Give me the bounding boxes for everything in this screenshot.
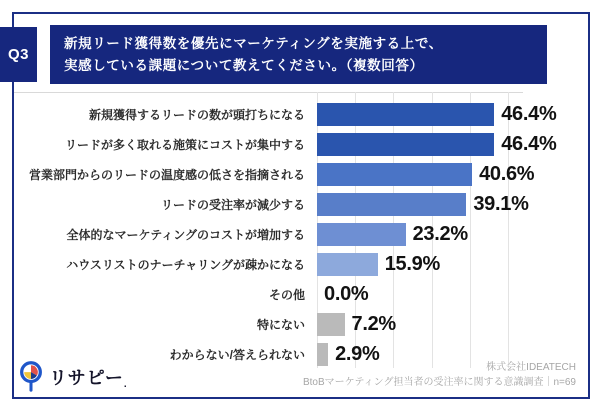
risapi-logo bbox=[18, 360, 127, 394]
plot-top-border bbox=[14, 92, 523, 93]
company-name: 株式会社IDEATECH bbox=[486, 362, 576, 373]
chart-row bbox=[0, 189, 600, 219]
category-label: わからない/答えられない bbox=[169, 347, 305, 362]
category-label: その他 bbox=[268, 287, 305, 302]
value-bar bbox=[317, 313, 345, 336]
category-label: リードの受注率が減少する bbox=[160, 197, 305, 212]
value-label: 39.1% bbox=[473, 192, 529, 215]
value-label: 2.9% bbox=[335, 342, 380, 365]
value-bar bbox=[317, 253, 378, 276]
value-label: 7.2% bbox=[351, 312, 396, 335]
logo-text-dot: . bbox=[123, 379, 127, 390]
category-label: 特にない bbox=[256, 317, 305, 332]
chart-row bbox=[0, 219, 600, 249]
value-bar bbox=[317, 193, 466, 216]
survey-credit bbox=[303, 361, 576, 390]
chart-row bbox=[0, 129, 600, 159]
category-label: ハウスリストのナーチャリングが疎かになる bbox=[66, 257, 305, 272]
value-label: 0.0% bbox=[324, 282, 369, 305]
value-label: 23.2% bbox=[412, 222, 468, 245]
value-label: 46.4% bbox=[501, 102, 557, 125]
magnifier-pie-icon bbox=[18, 360, 44, 394]
value-bar bbox=[317, 163, 472, 186]
chart-row bbox=[0, 309, 600, 339]
question-number-badge bbox=[0, 27, 37, 82]
question-title-line1: 新規リード獲得数を優先にマーケティングを実施する上で、 bbox=[64, 35, 443, 51]
value-label: 46.4% bbox=[501, 132, 557, 155]
survey-caption: BtoBマーケティング担当者の受注率に関する意識調査｜n=69 bbox=[302, 376, 576, 388]
chart-row bbox=[0, 279, 600, 309]
logo-text: リサピー bbox=[49, 368, 124, 388]
question-title-box bbox=[50, 25, 547, 84]
value-bar bbox=[317, 103, 494, 126]
chart-rows bbox=[0, 99, 600, 369]
chart-row bbox=[0, 249, 600, 279]
question-title-line2: 実感している課題について教えてください。（複数回答） bbox=[64, 57, 424, 73]
chart-row bbox=[0, 159, 600, 189]
category-label: 営業部門からのリードの温度感の低さを指摘される bbox=[28, 167, 305, 182]
value-bar bbox=[317, 133, 494, 156]
question-number-label: Q3 bbox=[7, 46, 29, 63]
value-label: 15.9% bbox=[384, 252, 440, 275]
category-label: 全体的なマーケティングのコストが増加する bbox=[66, 227, 305, 242]
chart-row bbox=[0, 99, 600, 129]
category-label: リードが多く取れる施策にコストが集中する bbox=[64, 137, 305, 152]
value-bar bbox=[317, 223, 406, 246]
category-label: 新規獲得するリードの数が頭打ちになる bbox=[88, 107, 305, 122]
value-label: 40.6% bbox=[479, 162, 535, 185]
